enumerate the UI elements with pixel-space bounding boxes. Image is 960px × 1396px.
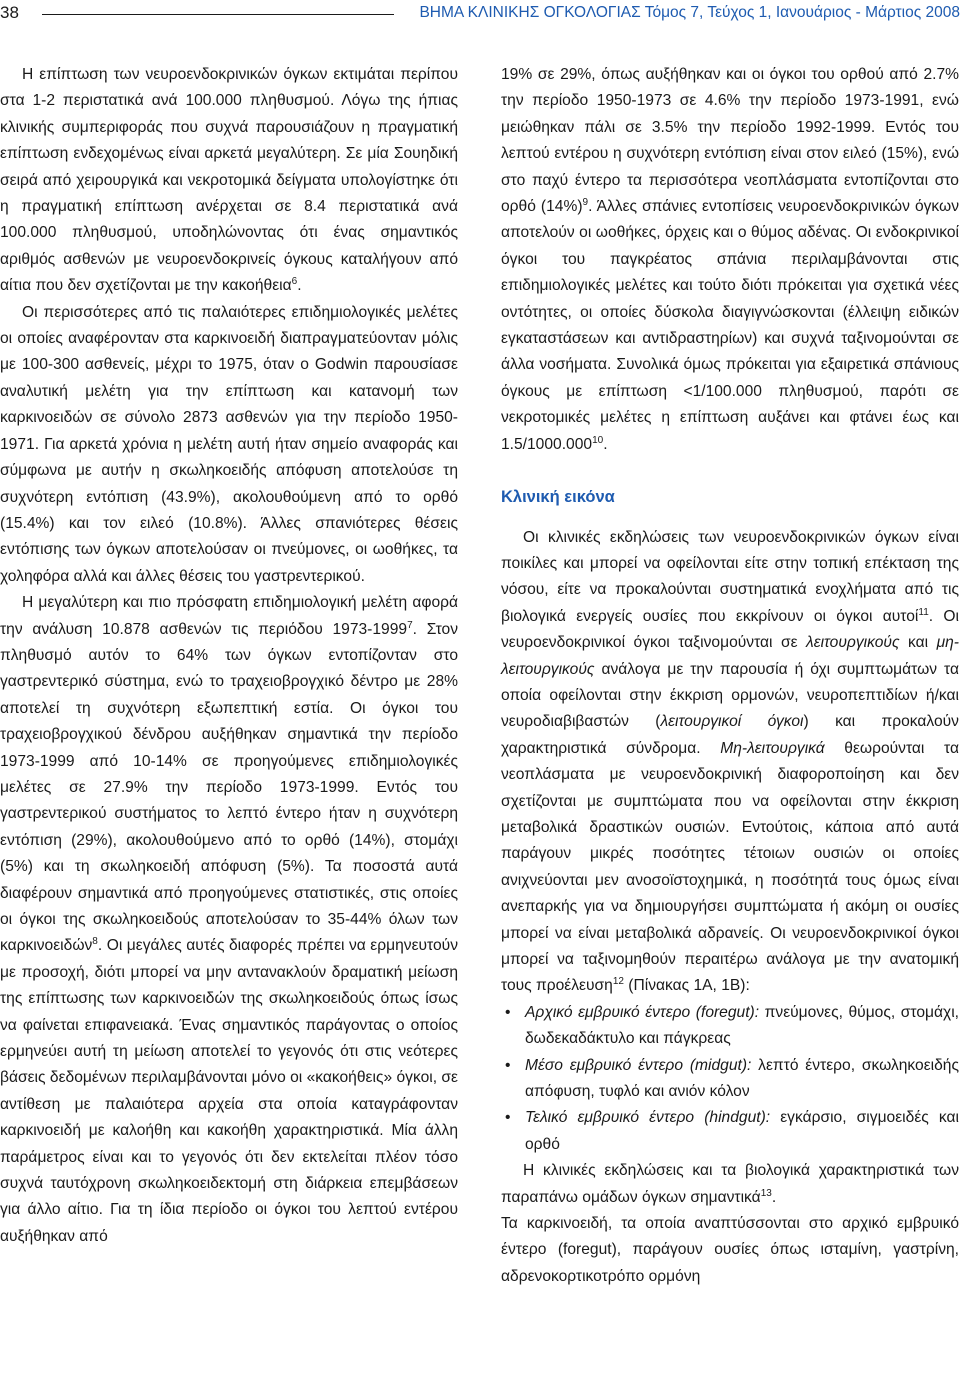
reference-10: 10 <box>592 434 604 446</box>
emphasis-functional: λειτουργικούς <box>806 634 900 652</box>
left-paragraph-3 <box>0 590 458 1250</box>
bullet-item-midgut <box>501 1053 959 1106</box>
text: . <box>771 1188 777 1206</box>
text: . <box>297 277 302 295</box>
bullet-term: Αρχικό εμβρυικό έντερο (foregut): <box>525 1003 760 1021</box>
right-paragraph-4: Τα καρκινοειδή, τα οποία αναπτύσσονται στο αρχικό εμβρυικό έντερο (foregut), παράγουν ουσίες όπως ισταμίνη, γαστρίνη, αδρενοκορτικοτρόπο ορμόνη <box>501 1215 959 1285</box>
text: Οι κλινικές εκδηλώσεις των νευροενδοκρινικών όγκων είναι ποικίλες και μπορεί να οφείλονται είτε στην τοπική επέκταση της νόσου, είτε να προκαλούνται συστηματικά ενοχλήματα από τις βιολογικά ενεργείς ουσίες που εκκρίνουν οι όγκοι αυτοί <box>501 528 959 625</box>
text: Η επίπτωση των νευροενδοκρινικών όγκων εκτιμάται περίπου στα 1-2 περιστατικά ανά 100.000 πληθυσμού. Λόγω της ήπιας κλινικής συμπεριφοράς που συχνά παρουσιάζουν η πραγματική επίπτωση ενδεχομένως είναι αρκετά μεγαλύτερη. Σε μία Σουηδική σειρά από χειρουργικά και νεκροτομικά δείγματα υπολογίστηκε ότι η πραγματική επίπτωση ανέρχεται σε 8.4 περιστατικά ανά 100.000 πληθυσμού, υποδηλώνοντας ότι ένας σημαντικός αριθμός ασθενών με νευροενδοκρινείς όγκους καταλήγουν από αίτια που δεν σχετίζονται με την κακοήθεια <box>0 66 458 295</box>
text: ) και προκαλούν χαρακτηριστικά σύνδρομα. <box>501 713 959 757</box>
reference-6: 6 <box>291 276 298 288</box>
reference-8: 8 <box>92 936 98 948</box>
text: . Στον πληθυσμό αυτόν το 64% των όγκων εντοπίζονταν στο γαστρεντερικό σύστημα, ενώ το τραχειοβρογχικό δέντρο με 28% αποτελεί τη συχνότερη εξωπεπτική εστία. Οι όγκοι του τραχειοβρογχικού δένδρου αυξήθηκαν σημαντικά την περίοδο 1973-1999 από 10-14% σε προηγούμενες επιδημιολογικές μελέτες σε 27.9% την περίοδο 1973-1999. Εντός του γαστρεντερικού συστήματος το λεπτό έντερο ήταν η συχνότερη εντόπιση (29%), ακολουθούμενο από το ορθό (14%), στομάχι (5%) και τη σκωληκοειδή απόφυση (5%). Τα ποσοστά αυτά διαφέρουν σημαντικά από προηγούμενες στατιστικές, στις οποίες οι όγκοι της σκωληκοειδούς αποτελούσαν το 35-44% όλων των καρκινοειδών <box>0 620 458 955</box>
right-paragraph-3 <box>501 1158 959 1211</box>
bullet-text: πνεύμονες, θύμος, στομάχι, δωδεκαδάκτυλο και πάγκρεας <box>525 1003 959 1048</box>
reference-11: 11 <box>918 606 929 618</box>
bullet-item-foregut <box>501 1000 959 1053</box>
bullet-term: Μέσο εμβρυικό έντερο (midgut): <box>525 1056 752 1074</box>
left-column <box>0 62 458 1250</box>
right-paragraph-2 <box>501 525 959 1000</box>
emphasis-functional-tumors: λειτουργικοί όγκοι <box>660 713 804 731</box>
bullet-text: λεπτό έντερο, σκωληκοειδής απόφυση, τυφλό και ανιόν κόλον <box>525 1056 959 1101</box>
left-paragraph-2: Οι περισσότερες από τις παλαιότερες επιδημιολογικές μελέτες οι οποίες αναφέρονταν στα καρκινοειδή διαπραγματεύονταν μόλις με 100-300 ασθενείς, μέχρι το 1975, όταν ο Godwin παρουσίασε αναλυτική μελέτη για την επίπτωση και κατανομή των καρκινοειδών σε σύνολο 2873 ασθενών για την περίοδο 1950-1971. Για αρκετά χρόνια η μελέτη αυτή ήταν σημείο αναφοράς και σύμφωνα με αυτήν η σκωληκοειδής απόφυση αποτελούσε τη συχνότερη εντόπιση (43.9%), ακολουθούμενη από το ορθό (15.4%) και τον ειλεό (10.8%). Άλλες σπανιότερες θέσεις εντόπισης των όγκων αποτελούσαν οι πνεύμονες, οι ωοθήκες, τα χοληφόρα αλλά και άλλες θέσεις του γαστρεντερικού. <box>0 303 458 585</box>
page-number: 38 <box>0 3 19 22</box>
text: . Άλλες σπάνιες εντοπίσεις νευροενδοκρινικών όγκων αποτελούν οι ωοθήκες, όρχεις και ο θύμος αδένας. Οι ενδοκρινικοί όγκοι του παγκρέατος σπάνια περιλαμβάνονται στις επιδημιολογικές μελέτες και τούτο διότι πρόκειται για σχετικά νέες οντότητες, οι οποίες δύσκολα διαγιγνώσκονται (έλλειψη ειδικών εγκαταστάσεων και αντιδραστηρίων) και συχνά ταξινομούνται σε άλλα νοσήματα. Συνολικά όμως πρόκειται για εξαιρετικά σπάνιους όγκους με επίπτωση <1/100.000 πληθυσμού, παρότι σε νεκροτομικές μελέτες η επίπτωση αυξάνει και φτάνει έως και 1.5/1000.000 <box>501 198 959 453</box>
text: Η κλινικές εκδηλώσεις και τα βιολογικά χαρακτηριστικά των παραπάνω ομάδων όγκων σημαντικά <box>501 1162 959 1206</box>
page-header <box>0 0 960 34</box>
text: . Οι νευροενδοκρινικοί όγκοι ταξινομούνται σε <box>501 607 959 652</box>
emphasis-non-functional-2: Μη-λειτουργικά <box>720 739 825 757</box>
reference-9: 9 <box>582 197 589 209</box>
bullet-item-hindgut <box>501 1105 959 1158</box>
text: θεωρούνται τα νεοπλάσματα με νευροενδοκρινική διαφοροποίηση και δεν σχετίζονται με συμπτώματα που να οφείλονται στην έκκριση μεταβολικά δραστικών ουσιών. Εντούτοις, κάποια από αυτά παράγουν μικρές ποσότητες τέτοιων ουσιών οι οποίες ανιχνεύονται μεν ανοσοϊστοχημικά, η ποσότητά τους όμως είναι ανεπαρκής για να δημιουργήσει συμπτώματα ή ακόμη οι ουσίες μπορεί να είναι μεταβολικά αδρανείς. Οι νευροενδοκρινικοί όγκοι μπορεί να ταξινομηθούν περαιτέρω ανάλογα με την ανατομική τους προέλευση <box>501 739 959 995</box>
text: και <box>899 634 937 652</box>
left-paragraph-1 <box>0 62 458 300</box>
right-paragraph-1 <box>501 62 959 458</box>
right-column <box>501 62 959 1290</box>
reference-7: 7 <box>407 619 413 631</box>
text: (Πίνακας 1Α, 1Β): <box>623 977 750 995</box>
origin-bullet-list <box>501 1000 959 1158</box>
text: ανάλογα με την παρουσία ή όχι συμπτωμάτων τα οποία οφείλονται στην έκκριση ορμονών, νευροπεπτιδίων ή/και νευροδιαβιβαστών ( <box>501 660 959 731</box>
text: . Οι μεγάλες αυτές διαφορές πρέπει να ερμηνευτούν με προσοχή, διότι μπορεί να μην αντανακλούν δραματική μείωση της επίπτωσης των καρκινοειδών της σκωληκοειδούς όπως ίσως να φαίνεται επιφανειακά. Ένας σημαντικός παράγοντας ο οποίος ερμηνεύει αυτή τη μείωση αποτελεί το γεγονός ότι στις νεότερες βάσεις δεδομένων περιλαμβάνονται μόνο οι «κακοήθεις» όγκοι, σε αντίθεση με παλαιότερα αρχεία στα οποία καταγράφονταν καρκινοειδή με καλοήθη και κακοήθη χαρακτηριστικά. Μία άλλη παράμετρος είναι και το γεγονός ότι δεν εκτελείται πλέον τόσο συχνά ταυτόχρονη σκωληκοειδεκτομή στη διάρκεια επεμβάσεων για άλλο αίτιο. Για τη ίδια περίοδο οι όγκοι του λεπτού εντέρου αυξήθηκαν από <box>0 937 458 1245</box>
section-heading-clinical-picture: Κλινική εικόνα <box>501 488 615 507</box>
running-title: ΒΗΜΑ ΚΛΙΝΙΚΗΣ ΟΓΚΟΛΟΓΙΑΣ Τόμος 7, Τεύχος 1, Ιανουάριος - Μάρτιος 2008 <box>419 4 960 21</box>
text: Η μεγαλύτερη και πιο πρόσφατη επιδημιολογική μελέτη αφορά την ανάλυση 10.878 ασθενών τις περιόδου 1973-1999 <box>0 594 458 638</box>
header-rule <box>42 14 394 15</box>
text: 19% σε 29%, όπως αυξήθηκαν και οι όγκοι του ορθού από 2.7% την περίοδο 1950-1973 σε 4.6% την περίοδο 1973-1991, ενώ μειώθηκαν πάλι σε 3.5% την περίοδο 1992-1999. Εντός του λεπτού εντέρου η συχνότερη εντόπιση είναι στον ειλεό (15%), ενώ στο παχύ έντερο τα περισσότερα νεοπλάσματα εντοπίζονται στο ορθό (14%) <box>501 66 959 216</box>
reference-12: 12 <box>612 976 624 988</box>
emphasis-non-functional: μη-λειτουργικούς <box>501 634 959 678</box>
bullet-term: Τελικό εμβρυικό έντερο (hindgut): <box>525 1109 771 1127</box>
reference-13: 13 <box>760 1187 772 1199</box>
bullet-text: εγκάρσιο, σιγμοειδές και ορθό <box>525 1109 959 1153</box>
text: . <box>603 435 608 453</box>
